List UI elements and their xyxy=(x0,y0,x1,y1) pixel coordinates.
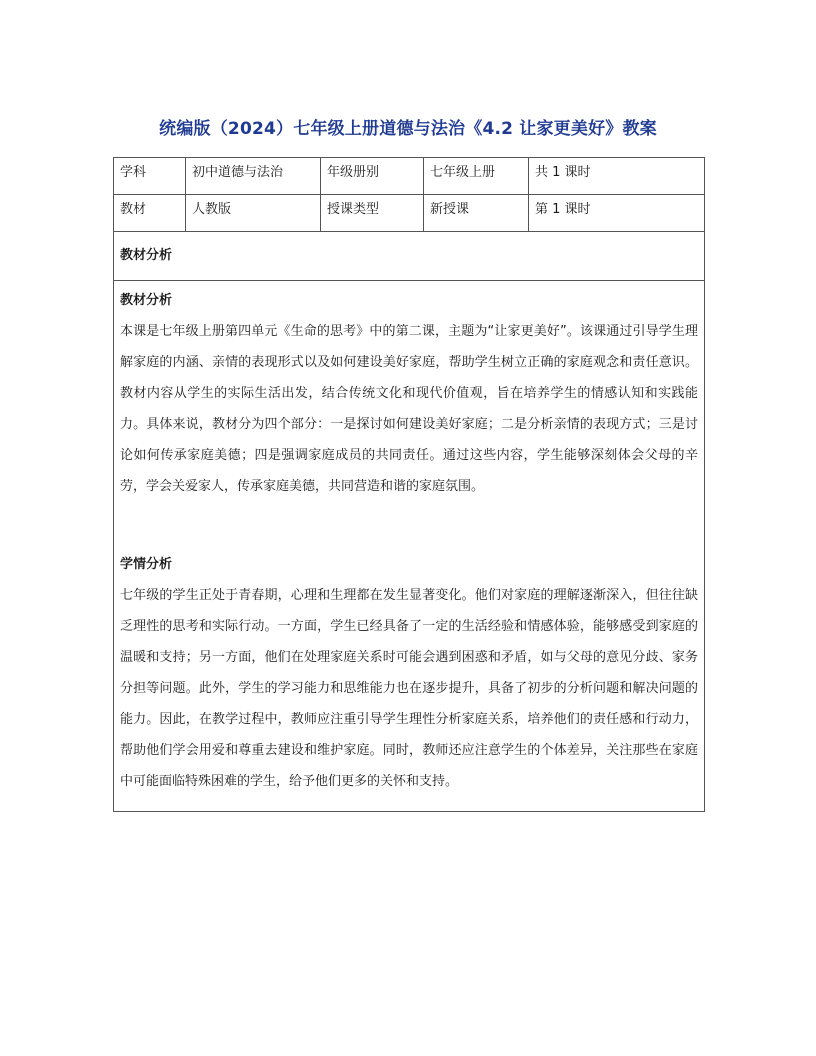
table-cell-lesson-type-label: 授课类型 xyxy=(321,195,424,232)
table-cell-subject-label: 学科 xyxy=(114,158,186,195)
table-cell-current-hour: 第 1 课时 xyxy=(529,195,705,232)
table-cell-total-hours: 共 1 课时 xyxy=(529,158,705,195)
table-cell-subject-value: 初中道德与法治 xyxy=(186,158,321,195)
table-cell-grade-label: 年级册别 xyxy=(321,158,424,195)
table-cell-textbook-label: 教材 xyxy=(114,195,186,232)
lesson-plan-table xyxy=(113,157,705,812)
table-cell-grade-value: 七年级上册 xyxy=(424,158,529,195)
section-header: 教材分析 xyxy=(114,232,705,281)
table-row-textbook xyxy=(114,195,705,232)
material-analysis-text: 本课是七年级上册第四单元《生命的思考》中的第二课，主题为“让家更美好”。该课通过引导学生理解家庭的内涵、亲情的表现形式以及如何建设美好家庭，帮助学生树立正确的家庭观念和责任意识。教材内容从学生的实际生活出发，结合传统文化和现代价值观，旨在培养学生的情感认知和实践能力。具体来说，教材分为四个部分：一是探讨如何建设美好家庭；二是分析亲情的表现方式；三是讨论如何传承家庭美德；四是强调家庭成员的共同责任。通过这些内容，学生能够深刻体会父母的辛劳，学会关爱家人，传承家庭美德，共同营造和谐的家庭氛围。 xyxy=(120,324,698,494)
paragraph-gap xyxy=(120,502,698,548)
learner-analysis-heading: 学情分析 xyxy=(120,557,173,572)
table-row-analysis xyxy=(114,281,705,812)
table-row-section-header xyxy=(114,232,705,281)
table-cell-textbook-value: 人教版 xyxy=(186,195,321,232)
analysis-cell xyxy=(114,281,705,812)
table-row-subject xyxy=(114,158,705,195)
material-analysis-heading: 教材分析 xyxy=(120,293,173,308)
table-cell-lesson-type-value: 新授课 xyxy=(424,195,529,232)
learner-analysis-text: 七年级的学生正处于青春期，心理和生理都在发生显著变化。他们对家庭的理解逐渐深入，但往往缺乏理性的思考和实际行动。一方面，学生已经具备了一定的生活经验和情感体验，能够感受到家庭的温暖和支持；另一方面，他们在处理家庭关系时可能会遇到困惑和矛盾，如与父母的意见分歧、家务分担等问题。此外，学生的学习能力和思维能力也在逐步提升，具备了初步的分析问题和解决问题的能力。因此，在教学过程中，教师应注重引导学生理性分析家庭关系，培养他们的责任感和行动力，帮助他们学会用爱和尊重去建设和维护家庭。同时，教师还应注意学生的个体差异，关注那些在家庭中可能面临特殊困难的学生，给予他们更多的关怀和支持。 xyxy=(120,588,698,789)
page-title: 统编版（2024）七年级上册道德与法治《4.2 让家更美好》教案 xyxy=(159,119,657,139)
